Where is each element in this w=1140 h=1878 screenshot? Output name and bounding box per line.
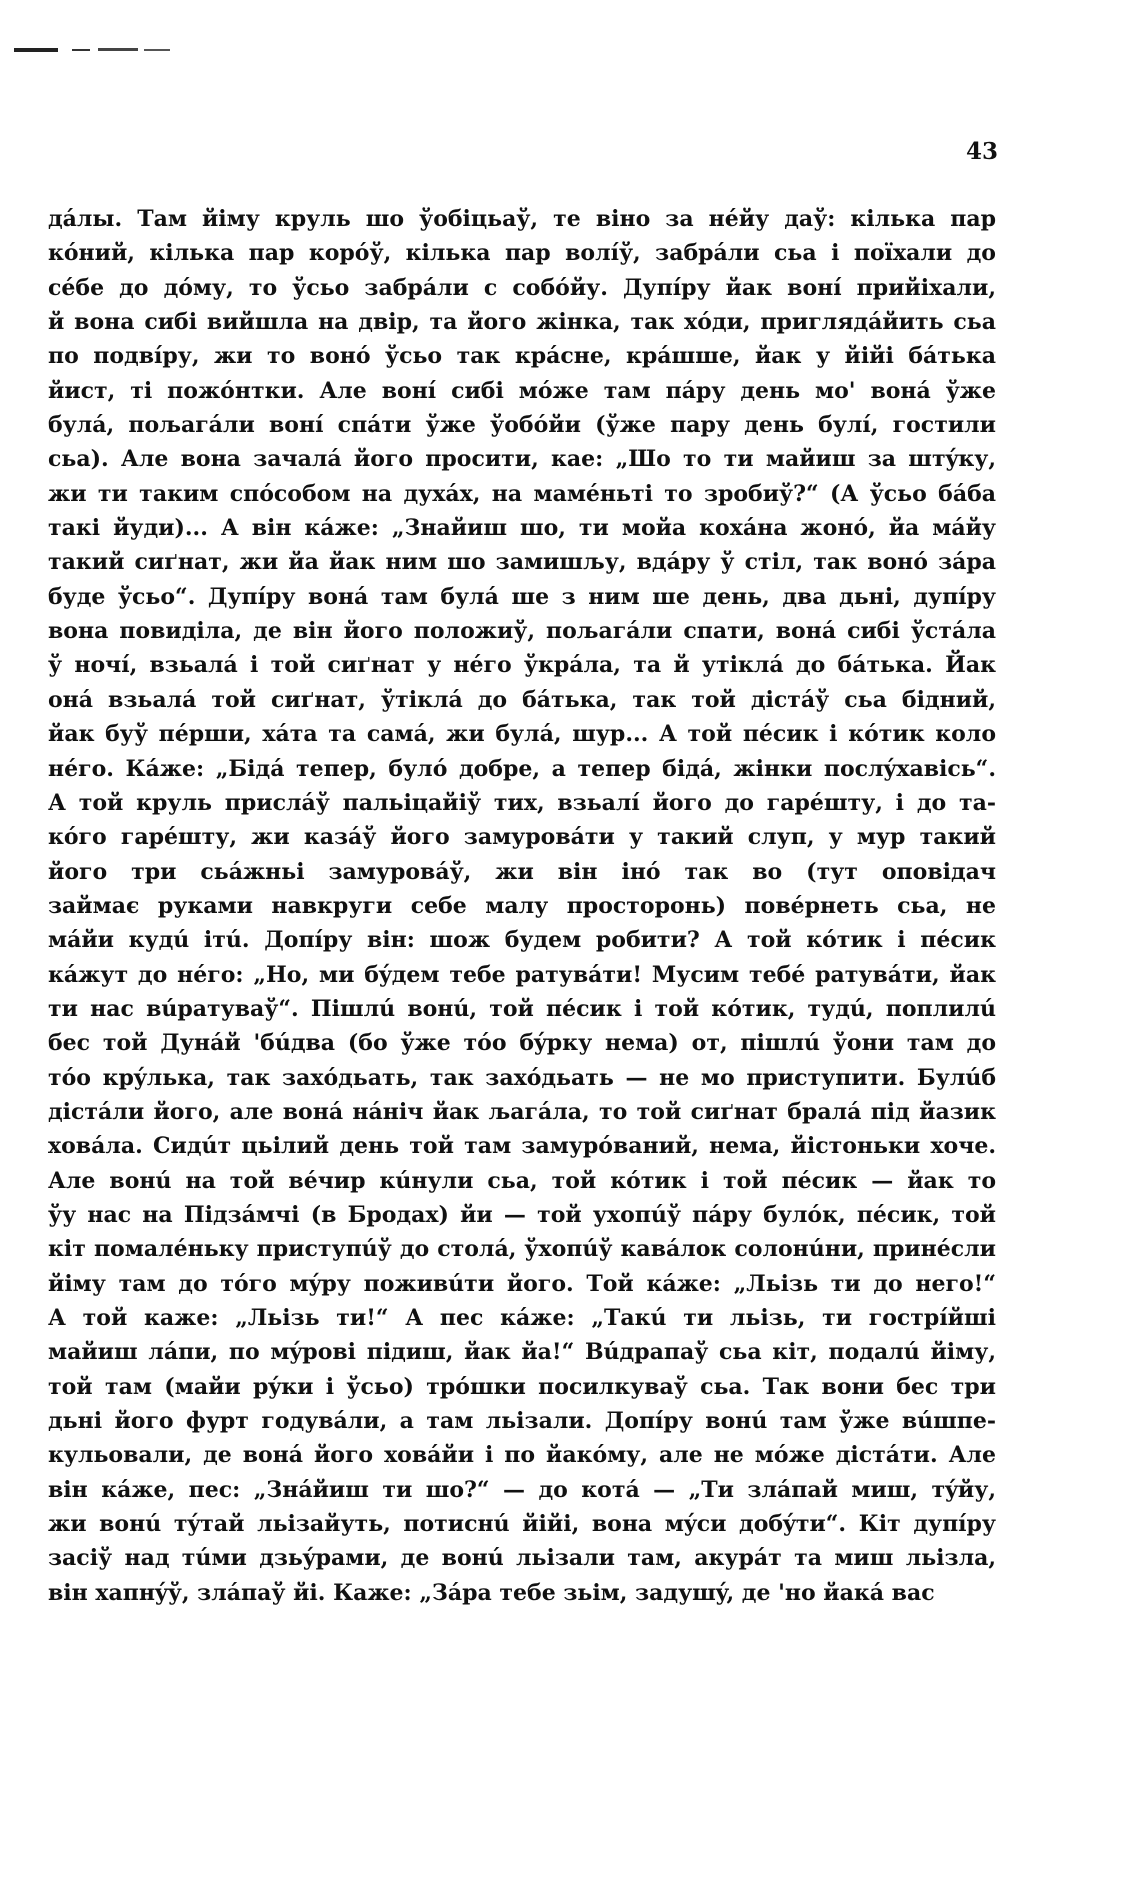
text-line: йак буў пéрши, хáта та самá, жи булá, шур... А той пéсик і кóтик коло <box>48 721 996 748</box>
text-line: жи вонú тýтай льізайуть, потиснú йійі, вона мýси добýти“. Кіт дупíру <box>48 1511 996 1538</box>
text-line: булá, пољагáли вонí спáти ўже ўобóйи (ўже пару день булí, гостили <box>48 412 996 439</box>
text-line: дáлы. Там йіму круль шо ўобіцьаў, те віно за нéйу даў: кілька пар <box>48 206 996 232</box>
text-line: йіму там до тóго мýру поживúти його. Той кáже: „Льізь ти до него!“ <box>48 1270 996 1297</box>
text-line: Але вонú на той вéчир кúнули сьа, той кóтик і той пéсик — йак то <box>48 1167 996 1194</box>
text-line: дістáли його, але вонá нáніч йак љагáла, то той сиґнат бралá під йазик <box>48 1098 996 1125</box>
text-line: А той круль прислáў пальіцайіў тих, взьалí його до гарéшту, і до та- <box>48 789 996 816</box>
text-line: тóо крýлька, так захóдьать, так захóдьать — не мо приступити. Булúб <box>48 1064 996 1091</box>
text-line: сéбе до дóму, то ўсьо забрáли с собóйу. Дупíру йак вонí прийіхали, <box>48 274 996 301</box>
page-number: 43 <box>965 138 998 165</box>
text-line: кіт помалéньку приступúў до столá, ўхопúў кавáлок солонúни, принéсли <box>48 1236 996 1263</box>
text-line: буде ўсьо“. Дупíру вонá там булá ше з ним ше день, два дьні, дупíру <box>48 583 996 610</box>
text-line: ти нас вúратуваў“. Пішлú вонú, той пéсик і той кóтик, тудú, поплилú <box>48 995 996 1022</box>
text-line: ў ночí, взьалá і той сиґнат у нéго ўкрáла, та й утіклá до бáтька. Йак <box>48 652 996 679</box>
text-line: сьа). Але вона зачалá його просити, кае: „Шо то ти майиш за штýку, <box>48 446 996 473</box>
text-line: ўу нас на Підзáмчі (в Бродах) йи — той ухопúў пáру булóк, пéсик, той <box>48 1201 996 1228</box>
text-line: по подвíру, жи то вонó ўсьо так крáсне, крáшше, йак у йійі бáтька <box>48 343 996 370</box>
text-line: майиш лáпи, по мýрові підиш, йак йа!“ Вúдрапаў сьа кіт, подалú йіму, <box>48 1339 996 1366</box>
text-line: той там (майи рýки і ўсьо) трóшки посилкуваў сьа. Так вони бес три <box>48 1373 996 1400</box>
text-line: ховáла. Сидúт цьілий день той там замурóваний, нема, йістоньки хоче. <box>48 1133 996 1160</box>
text-line: він хапнýў, злáпаў йі. Каже: „Зáра тебе зьім, задушý, де 'но йакá вас <box>48 1579 935 1606</box>
text-line: засіў над тúми дзьýрами, де вонú льізали там, акурáт та миш льізла, <box>48 1545 996 1572</box>
text-line: кóго гарéшту, жи казáў його замуровáти у такий слуп, у мур такий <box>48 824 996 851</box>
text-line: нéго. Кáже: „Бідá тепер, булó добре, а тепер бідá, жінки послýхавісь“. <box>48 755 996 782</box>
text-line: він кáже, пес: „Знáйиш ти шо?“ — до котá — „Ти злáпай миш, тýйу, <box>48 1476 996 1503</box>
text-line: бес той Дунáй 'бúдва (бо ўже тóо бýрку нема) от, пішлú ўони там до <box>48 1030 996 1057</box>
text-line: вона повидiла, де він його положиў, пољагáли спати, вонá сибі ўстáла <box>48 618 996 645</box>
text-line: кóний, кілька пар корóў, кілька пар волíў, забрáли сьа і поїхали до <box>48 240 996 267</box>
text-line: займає руками навкруги себе малу просторонь) повéрнеть сьа, не <box>48 892 996 919</box>
text-line: його три сьáжньі замуровáў, жи він інó так во (тут оповідач <box>48 858 996 885</box>
body-text <box>48 202 996 1610</box>
text-line: А той каже: „Льізь ти!“ А пес кáже: „Такú ти льізь, ти гострíйші <box>48 1305 996 1331</box>
text-line: кульовали, де вонá його ховáйи і по йакóму, але не мóже дістáти. Але <box>48 1442 996 1469</box>
text-line: мáйи кудú ітú. Допíру він: шож будем робити? А той кóтик і пéсик <box>48 927 996 954</box>
text-line: такий сиґнат, жи йа йак ним шо замишљу, вдáру ў стіл, так вонó зáра <box>48 549 996 576</box>
text-line: жи ти таким спóсобом на духáх, на мамéньті то зробиў?“ (А ўсьо бáба <box>48 480 996 507</box>
text-line: йист, ті пожóнтки. Але вонí сибі мóже там пáру день мо' вонá ўже <box>48 377 996 404</box>
text-line: й вона сибі вийшла на двір, та його жінка, так хóди, приглядáйить сьа <box>48 309 996 336</box>
text-line: онá взьалá той сиґнат, ўтіклá до бáтька, так той дістáў сьа бідний, <box>48 686 996 713</box>
text-line: такі йуди)... А він кáже: „Знайиш шо, ти мойа кохáна жонó, йа мáйу <box>48 515 996 542</box>
text-line: дьні його фурт годувáли, а там льізали. Допíру вонú там ўже вúшпе- <box>48 1408 996 1435</box>
scan-artifact-mark <box>14 46 174 54</box>
text-line: кáжут до нéго: „Но, ми бýдем тебе ратувáти! Мусим тебé ратувáти, йак <box>48 961 996 988</box>
